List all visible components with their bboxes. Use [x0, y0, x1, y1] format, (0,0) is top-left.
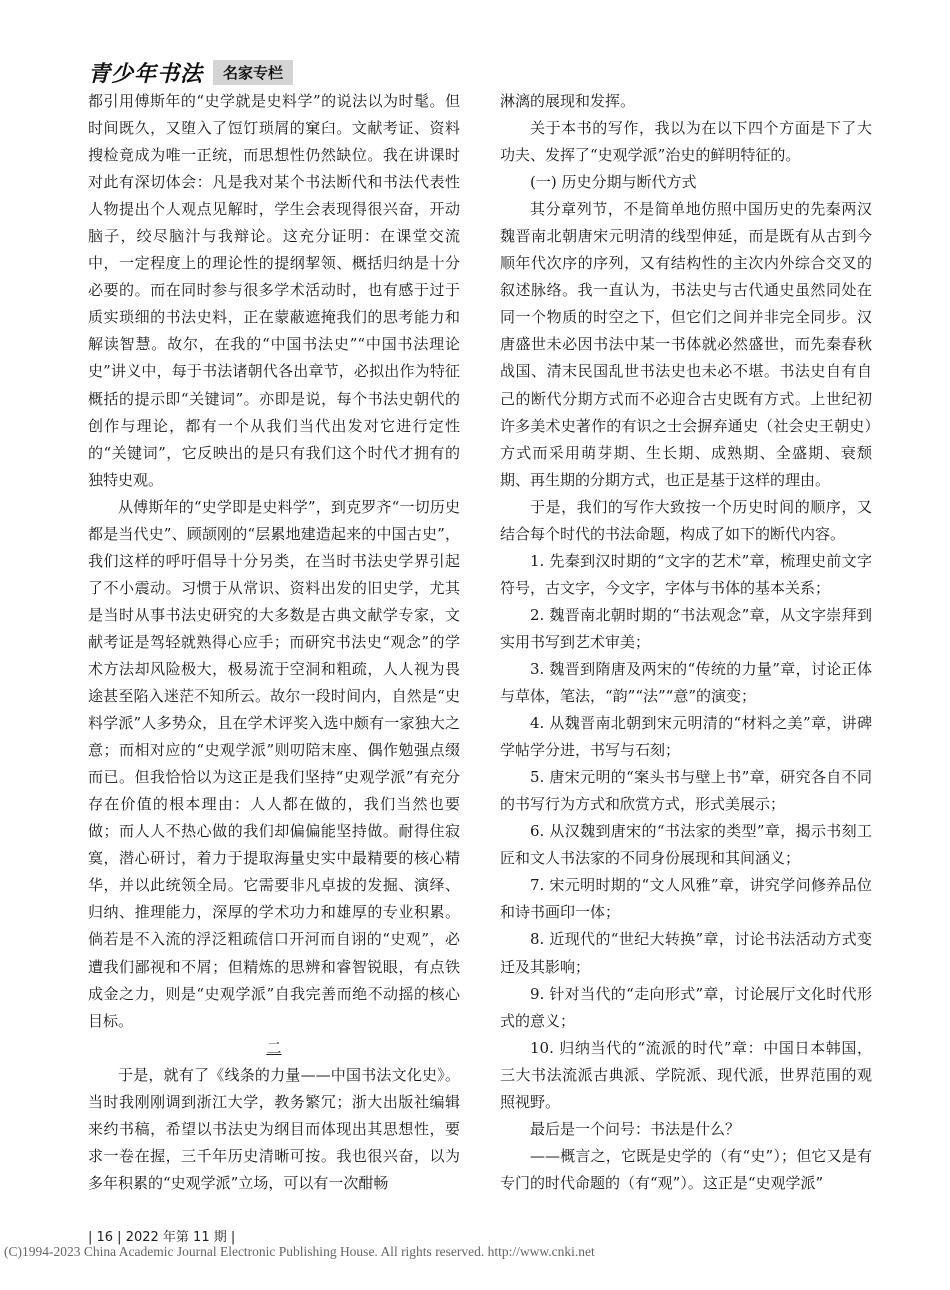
list-item: 1. 先秦到汉时期的“文字的艺术”章，梳理史前文字符号，古文字，今文字，字体与书体的基本关系；	[500, 551, 872, 597]
list-item: 3. 魏晋到隋唐及两宋的“传统的力量”章，讨论正体与草体，笔法，“韵”“法”“意”的演变；	[500, 659, 872, 706]
paragraph: 于是，就有了《线条的力量——中国书法文化史》。当时我刚刚调到浙江大学，教务繁冗；浙大出版社编辑来约书稿，希望以书法史为纲目而体现出其思想性，要求一卷在握，三千年历史清晰可按。我也很兴奋，以为多年积累的“史观学派”立场，可以有一次酣畅	[88, 1065, 460, 1192]
paragraph: 最后是一个问号：书法是什么？	[530, 1119, 741, 1138]
section-number	[88, 1035, 460, 1062]
subheading: (一) 历史分期与断代方式	[530, 173, 697, 192]
page-header	[88, 58, 293, 86]
list-item: 5. 唐宋元明的“案头书与壁上书”章，研究各自不同的书写行为方式和欣赏方式，形式美展示；	[500, 768, 872, 814]
section-number-text: 二	[266, 1038, 282, 1057]
paragraph: 淋漓的展现和发挥。	[500, 92, 636, 110]
magazine-logo: 青少年书法	[88, 60, 204, 87]
paragraph: 从傅斯年的“史学即是史料学”，到克罗齐“一切历史都是当代史”、顾颉刚的“层累地建造起来的中国古史”，我们这样的呼吁倡导十分另类，在当时书法史学界引起了不小震动。习惯于从常识、资料出发的旧史学，尤其是当时从事书法史研究的大多数是古典文献学专家，文献考证是驾轻就熟得心应手；而研究书法史“观念”的学术方法却风险极大，极易流于空洞和粗疏，人人视为畏途甚至陷入迷茫不知所云。故尔一段时间内，自然是“史料学派”人多势众，且在学术评奖入选中颇有一家独大之意；而相对应的“史观学派”则叨陪末座、偶作勉强点缀而已。但我恰恰以为这正是我们坚持“史观学派”有充分存在价值的根本理由：人人都在做的，我们当然也要做；而人人不热心做的我们却偏偏能坚持做。耐得住寂寞，潜心研讨，着力于提取海量史实中最精要的核心精华，并以此统领全局。它需要非凡卓拔的发掘、演绎、归纳、推理能力，深厚的学术功力和雄厚的专业积累。倘若是不入流的浮泛粗疏信口开河而自诩的“史观”，必遭我们鄙视和不屑；但精炼的思辨和睿智锐眼，有点铁成金之力，则是“史观学派”自我完善而绝不动摇的核心目标。	[88, 497, 460, 1030]
left-column	[88, 88, 460, 1197]
paragraph: ——概言之，它既是史学的（有“史”）；但它又是有专门的时代命题的（有“观”）。这正是“史观学派”	[500, 1146, 872, 1192]
paragraph: 关于本书的写作，我以为在以下四个方面是下了大功夫、发挥了“史观学派”治史的鲜明特征的。	[500, 119, 872, 165]
list-item: 10. 归纳当代的“流派的时代”章：中国日本韩国，三大书法流派古典派、学院派、现代派，世界范围的观照视野。	[500, 1038, 872, 1111]
list-item: 6. 从汉魏到唐宋的“书法家的类型”章，揭示书刻工匠和文人书法家的不同身份展现和其间涵义；	[500, 822, 872, 868]
paragraph: 都引用傅斯年的“史学就是史料学”的说法以为时髦。但时间既久，又堕入了饾饤琐屑的窠臼。文献考证、资料搜检竟成为唯一正统，而思想性仍然缺位。我在讲课时对此有深切体会：凡是我对某个书法断代和书法代表性人物提出个人观点见解时，学生会表现得很兴奋，开动脑子，绞尽脑汁与我辩论。这充分证明：在课堂交流中，一定程度上的理论性的提纲挈领、概括归纳是十分必要的。而在同时参与很多学术活动时，也有感于过于质实琐细的书法史料，正在蒙蔽遮掩我们的思考能力和解读智慧。故尔，在我的“中国书法史”“中国书法理论史”讲义中，每于书法诸朝代各出章节，必拟出作为特征概括的提示即“关键词”。亦即是说，每个书法史朝代的创作与理论，都有一个从我们当代出发对它进行定性的“关键词”，它反映出的是只有我们这个时代才拥有的独特史观。	[88, 92, 460, 489]
paragraph: 于是，我们的写作大致按一个历史时间的顺序，又结合每个时代的书法命题，构成了如下的断代内容。	[500, 497, 872, 543]
list-item: 2. 魏晋南北朝时期的“书法观念”章，从文字崇拜到实用书写到艺术审美；	[500, 605, 872, 651]
column-tag: 名家专栏	[213, 60, 293, 85]
list-item: 9. 针对当代的“走向形式”章，讨论展厅文化时代形式的意义；	[500, 984, 872, 1030]
list-item: 8. 近现代的“世纪大转换”章，讨论书法活动方式变迁及其影响；	[500, 930, 872, 976]
list-item: 7. 宋元明时期的“文人风雅”章，讲究学问修养品位和诗书画印一体；	[500, 876, 872, 922]
paragraph: 其分章列节，不是简单地仿照中国历史的先秦两汉魏晋南北朝唐宋元明清的线型伸延，而是既有从古到今顺年代次序的序列，又有结构性的主次内外综合交叉的叙述脉络。我一直认为，书法史与古代通史虽然同处在同一个物质的时空之下，但它们之间并非完全同步。汉唐盛世未必因书法中某一书体就必然盛世，而先秦春秋战国、清末民国乱世书法史也未必不堪。书法史自有自己的断代分期方式而不必迎合古史既有方式。上世纪初许多美术史著作的有识之士会摒弃通史（社会史王朝史）方式而采用萌芽期、生长期、成熟期、全盛期、衰颓期、再生期的分期方式，也正是基于这样的理由。	[500, 200, 872, 489]
page-footer: | 16 | 2022 年第 11 期 |	[88, 1230, 236, 1245]
list-item: 4. 从魏晋南北朝到宋元明清的“材料之美”章，讲碑学帖学分进，书写与石刻；	[500, 714, 872, 760]
right-column	[500, 88, 872, 1197]
copyright-line: (C)1994-2023 China Academic Journal Electronic Publishing House. All rights reserved. http://www.cnki.net	[4, 1244, 595, 1259]
